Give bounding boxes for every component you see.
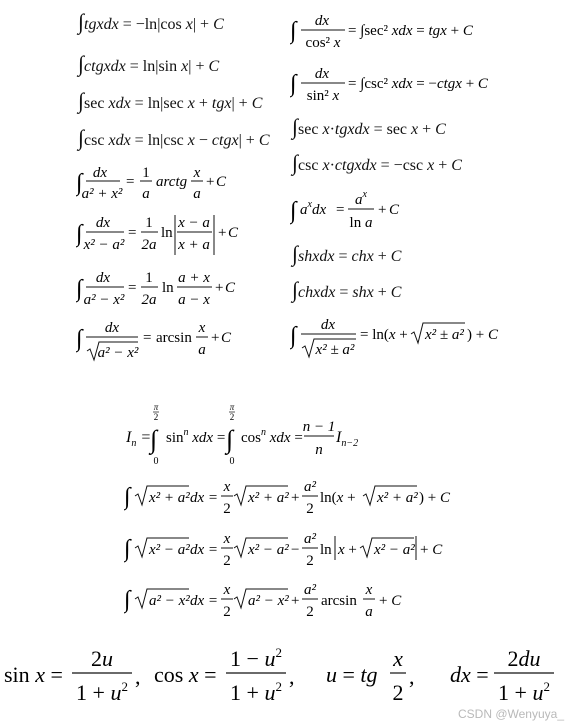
svg-text:2: 2 [306,604,314,620]
svg-text:dx =: dx = [450,662,489,687]
svg-text:a: a [142,186,150,202]
svg-text:a² − x²: a² − x² [149,593,190,609]
svg-text:2: 2 [306,553,314,569]
svg-text:π: π [153,402,159,412]
svg-text:dx =: dx = [190,490,219,506]
integral-sign-icon: ∫ [292,241,299,266]
svg-text:= ln(x +: = ln(x + [360,327,408,343]
svg-text:2: 2 [223,604,231,620]
formula-wallis [126,402,376,468]
svg-text:=: = [128,280,137,296]
svg-text:a: a [198,342,206,358]
svg-text:ln: ln [162,280,174,296]
integral-sign-icon: ∫ [78,9,85,34]
svg-text:∫: ∫ [290,71,297,97]
formula-cos2-svg [290,10,480,54]
svg-text:ln: ln [161,225,173,241]
formula-shx: ∫shxdx = chx + C [292,241,402,266]
svg-text:n: n [315,442,323,458]
svg-text:2: 2 [223,553,231,569]
formula-sin2 [290,63,490,107]
svg-text:x² ± a²: x² ± a² [315,342,355,358]
formula-lnsqrt [290,313,510,363]
formula-sqrt-arcsin [124,577,424,627]
svg-text:dx =: dx = [190,593,219,609]
svg-text:a² − x²: a² − x² [97,345,139,361]
svg-text:1: 1 [145,215,153,231]
svg-text:x +: x + [338,542,357,558]
formula-cscx: ∫csc xdx = ln|csc x − ctgx| + C [78,125,270,150]
integral-sign-icon: ∫ [78,51,85,76]
svg-text:∫: ∫ [76,170,83,196]
svg-text:cos x =: cos x = [154,662,217,687]
svg-text:∫: ∫ [124,484,131,510]
svg-text:0: 0 [229,456,235,467]
svg-text:+: + [291,593,300,609]
formula-arcsin [76,316,246,366]
watermark: CSDN @Wenyuya_ [458,707,564,721]
formula-sin2-svg [290,63,490,107]
svg-text:2a: 2a [141,237,157,253]
svg-text:∫: ∫ [150,425,158,454]
svg-text:sin² x: sin² x [306,88,340,104]
svg-text:+: + [211,330,220,346]
svg-text:a² − x²: a² − x² [248,593,289,609]
formula-lnsqrt-svg [290,313,510,363]
formula-tgx: ∫tgxdx = −ln|cos x| + C [78,9,224,34]
svg-text:x² ± a²: x² ± a² [425,327,464,343]
svg-text:x: x [223,479,231,495]
svg-text:,: , [135,664,141,689]
formula-sqrt-arcsin-svg [124,577,424,627]
svg-text:x: x [393,646,403,671]
formula-sqrt-plus-svg [124,474,454,522]
svg-text:cos² x: cos² x [305,35,341,51]
svg-text:dx =: dx = [190,542,219,558]
svg-text:axdx: $a^xdx$ [300,199,327,218]
svg-text:=: = [126,174,135,190]
svg-text:2: 2 [223,501,231,517]
svg-text:In−2: $I_{n-2}$ [336,429,359,449]
svg-text:x − a: x − a [178,215,210,231]
svg-text:arcsin: arcsin [321,593,357,609]
svg-text:+ C: + C [420,542,443,558]
svg-text:x² − a²: x² − a² [149,542,190,558]
svg-text:+: + [218,225,227,241]
formula-ln-aplusx [76,266,246,312]
svg-text:dx: dx [314,13,330,29]
svg-text:dx: dx [314,66,330,82]
svg-text:=: = [336,202,345,218]
svg-text:0: 0 [153,456,159,467]
svg-text:a: a [193,186,201,202]
svg-text:sinn xdx =: $\sin^n$ xdx = [166,427,226,446]
svg-text:dx: dx [92,165,108,181]
svg-text:∫: ∫ [76,326,83,352]
formula-arctg-svg [76,162,236,204]
formula-ln-svg [76,211,246,259]
svg-text:1 − u2: $1 - u^2$ [230,645,282,671]
svg-text:+: + [215,280,224,296]
svg-text:a²: a² [304,531,316,547]
svg-text:∫: ∫ [290,323,297,349]
svg-text:∫: ∫ [76,276,83,302]
svg-text:+: + [291,490,300,506]
svg-text:∫: ∫ [290,198,297,224]
svg-text:2du: 2du [507,646,541,671]
formula-wallis-svg [126,402,376,468]
svg-text:a² + x²: a² + x² [81,186,123,202]
svg-text:2: 2 [229,412,235,422]
svg-text:ln(x +: ln(x + [320,490,356,506]
svg-text:ln: ln [320,542,332,558]
svg-text:x² − a²: x² − a² [248,542,289,558]
svg-text:2: 2 [306,501,314,517]
formula-ln2-svg [76,266,246,312]
svg-text:x: x [365,582,373,598]
formula-secx: ∫sec xdx = ln|sec x + tgx| + C [78,88,263,113]
svg-text:1 + u2: $1 + u^2$ [76,679,128,705]
substitution-row [4,642,564,712]
formula-secxtgx: ∫sec x·tgxdx = sec x + C [292,114,446,139]
svg-text:1: 1 [145,270,153,286]
integral-sign-icon: ∫ [292,150,299,175]
svg-text:a²: a² [304,479,316,495]
formula-cos2 [290,10,480,54]
svg-text:sin x =: sin x = [4,662,63,687]
formula-arcsin-svg [76,316,246,366]
svg-text:C: C [225,280,236,296]
svg-text:a − x: a − x [178,292,210,308]
svg-text:= ∫csc² xdx = −ctgx + C: = ∫csc² xdx = −ctgx + C [348,76,488,92]
svg-text:n − 1: n − 1 [302,419,336,435]
integral-sign-icon: ∫ [292,277,299,302]
formula-chx: ∫chxdx = shx + C [292,277,402,302]
svg-text:1 + u2: $1 + u^2$ [230,679,282,705]
svg-text:In =: $I_n$ = [126,429,152,449]
svg-text:= ∫sec² xdx = tgx + C: = ∫sec² xdx = tgx + C [348,23,473,39]
svg-text:a²: a² [304,582,316,598]
svg-text:x: x [223,531,231,547]
svg-text:∫: ∫ [76,221,83,247]
formula-arctg [76,162,236,204]
svg-text:x: x [193,165,201,181]
svg-text:x² − a²: x² − a² [374,542,415,558]
svg-text:dx: dx [320,317,336,333]
svg-text:∫: ∫ [290,18,297,44]
svg-text:,: , [289,664,295,689]
svg-text:dx: dx [104,320,120,336]
svg-text:∫: ∫ [124,536,131,562]
svg-text:=: = [143,330,152,346]
svg-text:x² + a²: x² + a² [149,490,190,506]
integral-sign-icon: ∫ [78,125,85,150]
integral-sign-icon: ∫ [78,88,85,113]
svg-text:C: C [221,330,232,346]
svg-text:x: x [223,582,231,598]
svg-text:) + C: ) + C [467,327,498,343]
svg-text:cosn xdx =: $\cos^n$ xdx = [241,427,303,446]
svg-text:arctg: arctg [156,174,188,190]
svg-text:2: 2 [392,680,404,705]
svg-text:x² − a²: x² − a² [83,237,125,253]
formula-ln-xminusa [76,211,246,259]
svg-text:x: x [198,320,206,336]
svg-text:ax: $a^x$ [355,189,367,208]
svg-text:x + a: x + a [178,237,210,253]
svg-text:C: C [389,202,400,218]
formula-ctgx: ∫ctgxdx = ln|sin x| + C [78,51,220,76]
svg-text:u = tg: u = tg [326,662,378,687]
svg-text:+: + [378,202,387,218]
formula-ax [290,188,410,234]
svg-text:,: , [409,664,415,689]
integral-sign-icon: ∫ [292,114,299,139]
svg-text:) + C: ) + C [419,490,450,506]
svg-text:dx: dx [95,270,111,286]
substitution-svg [4,642,564,712]
svg-text:C: C [216,174,227,190]
svg-text:1: 1 [142,165,150,181]
svg-text:a: a [365,604,373,620]
svg-text:=: = [128,225,137,241]
svg-text:arcsin: arcsin [156,330,192,346]
svg-text:dx: dx [95,215,111,231]
svg-text:−: − [291,542,300,558]
formula-sqrt-plus [124,474,454,522]
svg-text:∫: ∫ [226,425,234,454]
svg-text:a² − x²: a² − x² [83,292,125,308]
svg-text:1 + u2: $1 + u^2$ [498,679,550,705]
svg-text:x² + a²: x² + a² [248,490,289,506]
svg-text:2a: 2a [141,292,157,308]
svg-text:ln a: ln a [349,215,373,231]
svg-text:2u: 2u [91,646,113,671]
svg-text:2: 2 [153,412,159,422]
svg-text:+ C: + C [379,593,402,609]
formula-sqrt-minus [124,526,454,574]
formula-cscxctgx: ∫csc x·ctgxdx = −csc x + C [292,150,462,175]
svg-text:x² + a²: x² + a² [377,490,418,506]
svg-text:C: C [228,225,239,241]
formula-sqrt-minus-svg [124,526,454,574]
formula-ax-svg [290,188,410,234]
svg-text:π: π [229,402,235,412]
svg-text:+: + [206,174,215,190]
svg-text:∫: ∫ [124,587,131,613]
svg-text:a + x: a + x [178,270,210,286]
